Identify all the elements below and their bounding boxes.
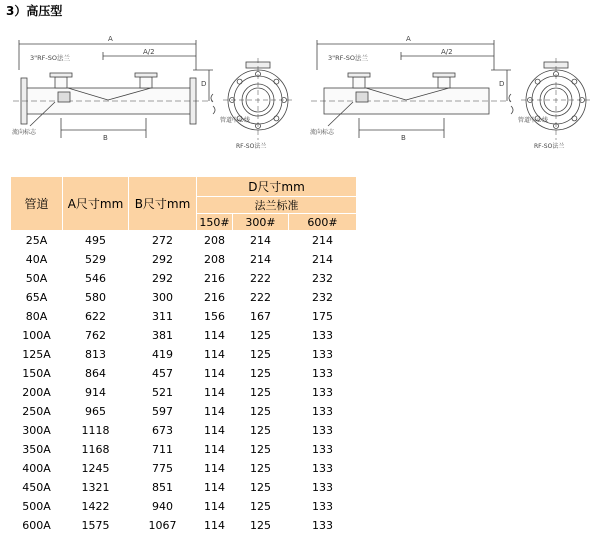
col-header-300: 300#: [233, 214, 289, 231]
cell-pipe: 200A: [22, 386, 51, 399]
cell-d300: 125: [250, 443, 271, 456]
cell-b: 521: [152, 386, 173, 399]
cell-d300: 125: [250, 348, 271, 361]
cell-pipe: 600A: [22, 519, 51, 532]
dim-d-label: D: [499, 80, 505, 88]
cell-pipe: 50A: [25, 272, 48, 285]
cell-d150: 208: [204, 253, 225, 266]
dim-a-label: A: [406, 35, 411, 43]
end-flange-label: RF-SO法兰: [236, 143, 267, 150]
dim-b-label: B: [103, 134, 108, 142]
cell-d600: 232: [312, 272, 333, 285]
table-row: [11, 269, 357, 288]
diagram-right: [306, 30, 596, 160]
cell-a: 762: [85, 329, 106, 342]
dim-a-half-label: A/2: [143, 48, 155, 56]
cell-d300: 125: [250, 462, 271, 475]
cell-d150: 216: [204, 272, 225, 285]
table-row: [11, 440, 357, 459]
cell-d600: 214: [312, 253, 333, 266]
dim-b-label: B: [401, 134, 406, 142]
cell-d600: 133: [312, 424, 333, 437]
cell-d150: 114: [204, 405, 225, 418]
col-header-d: D尺寸mm: [197, 177, 357, 197]
cell-d300: 167: [250, 310, 271, 323]
cell-d300: 125: [250, 405, 271, 418]
center-line-label: 管道中心线: [220, 117, 251, 124]
cell-a: 622: [85, 310, 106, 323]
table-row: [11, 383, 357, 402]
cell-a: 1321: [81, 481, 110, 494]
flange-label: 3"RF-SO法兰: [30, 54, 70, 62]
section-heading: 3）高压型: [6, 4, 63, 18]
cell-d150: 114: [204, 367, 225, 380]
cell-d600: 232: [312, 291, 333, 304]
cell-d150: 114: [204, 500, 225, 513]
cell-b: 851: [152, 481, 173, 494]
cell-a: 546: [85, 272, 106, 285]
cell-pipe: 500A: [22, 500, 51, 513]
col-header-a: A尺寸mm: [63, 177, 129, 231]
cell-d300: 214: [250, 253, 271, 266]
cell-b: 457: [152, 367, 173, 380]
cell-pipe: 250A: [22, 405, 51, 418]
cell-d600: 214: [312, 234, 333, 247]
cell-pipe: 350A: [22, 443, 51, 456]
col-header-pipe: 管道: [11, 177, 63, 231]
table-row: [11, 497, 357, 516]
cell-a: 580: [85, 291, 106, 304]
table-row: [11, 402, 357, 421]
cell-pipe: 300A: [22, 424, 51, 437]
cell-d150: 156: [204, 310, 225, 323]
cell-a: 864: [85, 367, 106, 380]
col-header-150: 150#: [197, 214, 233, 231]
cell-pipe: 40A: [25, 253, 48, 266]
table-row: [11, 516, 357, 535]
col-header-b: B尺寸mm: [129, 177, 197, 231]
cell-d150: 114: [204, 348, 225, 361]
cell-a: 965: [85, 405, 106, 418]
dim-a-half-label: A/2: [441, 48, 453, 56]
cell-a: 914: [85, 386, 106, 399]
cell-d600: 133: [312, 329, 333, 342]
diagram-left: [8, 30, 298, 160]
cell-d600: 133: [312, 500, 333, 513]
flange-label: 3"RF-SO法兰: [328, 54, 368, 62]
cell-pipe: 80A: [25, 310, 48, 323]
cell-d150: 114: [204, 386, 225, 399]
cell-d150: 114: [204, 462, 225, 475]
cell-pipe: 125A: [22, 348, 51, 361]
dimension-table: [10, 176, 357, 535]
cell-d300: 125: [250, 386, 271, 399]
cell-pipe: 400A: [22, 462, 51, 475]
cell-pipe: 100A: [22, 329, 51, 342]
cell-a: 1118: [81, 424, 110, 437]
table-row: [11, 250, 357, 269]
cell-d300: 222: [250, 272, 271, 285]
cell-b: 711: [152, 443, 173, 456]
cell-b: 419: [152, 348, 173, 361]
flow-label: 流向标志: [12, 129, 37, 136]
table-row: [11, 478, 357, 497]
cell-pipe: 65A: [25, 291, 48, 304]
cell-b: 1067: [148, 519, 177, 532]
table-row: [11, 307, 357, 326]
cell-d150: 216: [204, 291, 225, 304]
cell-d150: 114: [204, 329, 225, 342]
col-header-flange-standard: 法兰标准: [197, 197, 357, 214]
cell-a: 1245: [81, 462, 110, 475]
cell-d150: 114: [204, 443, 225, 456]
cell-b: 940: [152, 500, 173, 513]
cell-b: 311: [152, 310, 173, 323]
cell-a: 529: [85, 253, 106, 266]
col-header-600: 600#: [289, 214, 357, 231]
cell-d150: 114: [204, 424, 225, 437]
dim-a-label: A: [108, 35, 113, 43]
cell-b: 292: [152, 272, 173, 285]
dim-d-label: D: [201, 80, 207, 88]
cell-a: 1168: [81, 443, 110, 456]
table-row: [11, 345, 357, 364]
cell-d300: 125: [250, 367, 271, 380]
cell-pipe: 450A: [22, 481, 51, 494]
cell-a: 813: [85, 348, 106, 361]
table-row: [11, 326, 357, 345]
table-row: [11, 288, 357, 307]
cell-d300: 125: [250, 329, 271, 342]
cell-d300: 125: [250, 481, 271, 494]
center-line-label: 管道中心线: [518, 117, 549, 124]
cell-a: 495: [85, 234, 106, 247]
cell-b: 381: [152, 329, 173, 342]
cell-d300: 222: [250, 291, 271, 304]
cell-b: 300: [152, 291, 173, 304]
cell-d600: 175: [312, 310, 333, 323]
cell-d600: 133: [312, 481, 333, 494]
cell-a: 1422: [81, 500, 110, 513]
cell-d300: 125: [250, 519, 271, 532]
table-row: [11, 459, 357, 478]
cell-d600: 133: [312, 405, 333, 418]
cell-a: 1575: [81, 519, 110, 532]
flow-label: 流向标志: [310, 129, 335, 136]
cell-d300: 125: [250, 424, 271, 437]
cell-d300: 125: [250, 500, 271, 513]
cell-d600: 133: [312, 443, 333, 456]
cell-d600: 133: [312, 519, 333, 532]
cell-d600: 133: [312, 348, 333, 361]
cell-d150: 114: [204, 481, 225, 494]
cell-d150: 208: [204, 234, 225, 247]
table-row: [11, 364, 357, 383]
table-row: [11, 421, 357, 440]
cell-pipe: 25A: [25, 234, 48, 247]
cell-b: 673: [152, 424, 173, 437]
cell-b: 292: [152, 253, 173, 266]
cell-b: 775: [152, 462, 173, 475]
cell-pipe: 150A: [22, 367, 51, 380]
cell-d150: 114: [204, 519, 225, 532]
table-row: [11, 231, 357, 251]
cell-b: 597: [152, 405, 173, 418]
cell-b: 272: [152, 234, 173, 247]
end-flange-label: RF-SO法兰: [534, 143, 565, 150]
cell-d600: 133: [312, 386, 333, 399]
cell-d600: 133: [312, 367, 333, 380]
cell-d300: 214: [250, 234, 271, 247]
cell-d600: 133: [312, 462, 333, 475]
